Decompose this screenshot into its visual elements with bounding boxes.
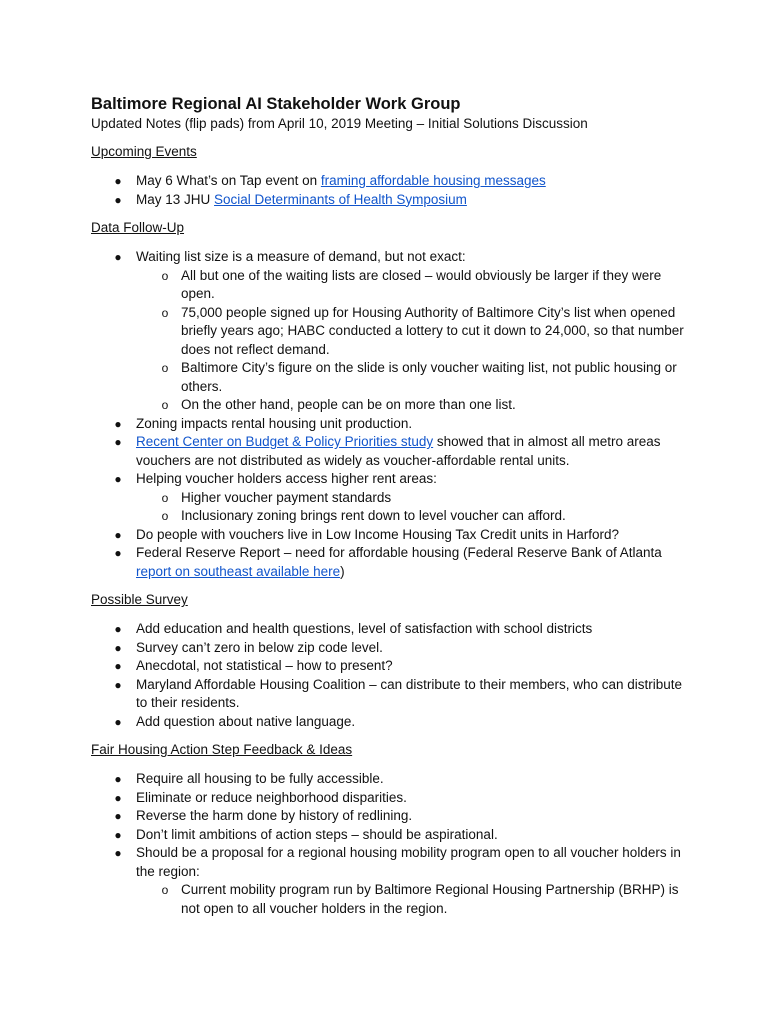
bullet-icon: ● <box>114 416 122 431</box>
bullet-icon: ● <box>114 622 122 636</box>
list-item <box>91 807 691 826</box>
list-item <box>91 248 691 415</box>
section-heading-fair-housing: Fair Housing Action Step Feedback & Ideas <box>91 742 353 757</box>
list-item <box>91 657 691 676</box>
list-item <box>91 826 691 845</box>
data-follow-up-list <box>91 248 691 581</box>
southeast-report-link[interactable]: report on southeast available here <box>136 563 341 579</box>
sub-list-item <box>136 507 691 526</box>
sub-list <box>136 881 691 918</box>
document-body <box>91 94 691 918</box>
bullet-icon: ● <box>114 250 122 264</box>
sub-list-item <box>136 489 691 508</box>
sub-list-item <box>136 267 691 304</box>
list-item <box>91 713 691 732</box>
list-item <box>91 172 691 191</box>
sub-bullet-icon: o <box>161 268 169 283</box>
list-item <box>91 639 691 658</box>
list-item-text: Eliminate or reduce neighborhood disparities. <box>136 789 407 805</box>
symposium-link[interactable]: Social Determinants of Health Symposium <box>214 191 467 207</box>
list-item <box>91 526 691 545</box>
sub-list <box>136 489 691 526</box>
sub-list-item <box>136 359 691 396</box>
list-item-text: Reverse the harm done by history of redlining. <box>136 808 413 823</box>
sub-list-item-text: Inclusionary zoning brings rent down to level voucher can afford. <box>181 508 566 523</box>
bullet-icon: ● <box>114 174 122 188</box>
sub-list-item <box>136 881 691 918</box>
cbpp-study-link[interactable]: Recent Center on Budget & Policy Priorities study <box>136 434 434 449</box>
bullet-icon: ● <box>114 772 122 786</box>
list-item <box>91 620 691 639</box>
list-item-text: May 6 What’s on Tap event on <box>136 173 321 188</box>
list-item-text: Helping voucher holders access higher rent areas: <box>136 471 437 486</box>
bullet-icon: ● <box>114 435 122 449</box>
sub-list-item <box>136 304 691 360</box>
sub-bullet-icon: o <box>161 883 169 897</box>
sub-list-item-text: Higher voucher payment standards <box>181 489 392 505</box>
sub-list-item-text: All but one of the waiting lists are closed – would obviously be larger if they were open. <box>181 267 662 301</box>
bullet-icon: ● <box>114 677 122 692</box>
bullet-icon: ● <box>114 846 122 860</box>
framing-messages-link[interactable]: framing affordable housing messages <box>320 173 546 188</box>
list-item-text: Don’t limit ambitions of action steps – should be aspirational. <box>136 826 498 842</box>
list-item-text: Should be a proposal for a regional housing mobility program open to all voucher holders in the region: <box>136 845 681 879</box>
bullet-icon: ● <box>114 809 122 823</box>
sub-list-item <box>136 396 691 415</box>
bullet-icon: ● <box>114 527 122 542</box>
bullet-icon: ● <box>114 714 122 729</box>
bullet-icon: ● <box>114 192 122 207</box>
sub-bullet-icon: o <box>161 490 169 505</box>
list-item <box>91 470 691 526</box>
section-heading-possible-survey: Possible Survey <box>91 592 188 607</box>
list-item-text: showed that in almost all metro areas vouchers are not distributed as widely as voucher-affordable rental units. <box>136 434 661 468</box>
sub-list-item-text: On the other hand, people can be on more than one list. <box>181 397 516 412</box>
document-title: Baltimore Regional AI Stakeholder Work Group <box>91 95 461 113</box>
sub-bullet-icon: o <box>161 509 169 523</box>
sub-list-item-text: Current mobility program run by Baltimore Regional Housing Partnership (BRHP) is not open to all voucher holders in the region. <box>181 882 679 916</box>
list-item-text: Require all housing to be fully accessible. <box>136 771 384 786</box>
list-item-text: Survey can’t zero in below zip code level. <box>136 639 383 655</box>
bullet-icon: ● <box>114 640 122 655</box>
document-subtitle: Updated Notes (flip pads) from April 10, 2019 Meeting – Initial Solutions Discussion <box>91 116 588 131</box>
list-item <box>91 789 691 808</box>
sub-bullet-icon: o <box>161 361 169 375</box>
list-item-text: Waiting list size is a measure of demand, but not exact: <box>136 249 466 264</box>
list-item <box>91 433 691 470</box>
list-item-text: Federal Reserve Report – need for affordable housing (Federal Reserve Bank of Atlanta <box>136 545 662 560</box>
list-item-text: Zoning impacts rental housing unit production. <box>136 415 413 431</box>
list-item <box>91 415 691 434</box>
bullet-icon: ● <box>114 827 122 842</box>
list-item-text: Add education and health questions, level of satisfaction with school districts <box>136 621 593 636</box>
bullet-icon: ● <box>114 546 122 560</box>
sub-bullet-icon: o <box>161 398 169 412</box>
list-item <box>91 844 691 918</box>
sub-list-item-text: Baltimore City’s figure on the slide is only voucher waiting list, not public housing or others. <box>181 360 677 394</box>
bullet-icon: ● <box>114 472 122 486</box>
sub-list <box>136 267 691 415</box>
sub-bullet-icon: o <box>161 305 169 320</box>
possible-survey-list <box>91 620 691 731</box>
list-item <box>91 544 691 581</box>
list-item <box>91 770 691 789</box>
sub-list-item-text: 75,000 people signed up for Housing Authority of Baltimore City’s list when opened briefly years ago; HABC conducted a lottery to cut it down to 24,000, so that number does not reflect demand. <box>181 304 684 357</box>
fair-housing-list <box>91 770 691 918</box>
section-heading-data-follow-up: Data Follow-Up <box>91 220 185 235</box>
list-item-text: May 13 JHU <box>136 191 215 207</box>
list-item-text: Do people with vouchers live in Low Income Housing Tax Credit units in Harford? <box>136 526 619 542</box>
bullet-icon: ● <box>114 790 122 805</box>
list-item-text: Maryland Affordable Housing Coalition – can distribute to their members, who can distribute to their residents. <box>136 676 683 710</box>
bullet-icon: ● <box>114 659 122 673</box>
section-heading-upcoming-events: Upcoming Events <box>91 144 197 159</box>
list-item-text: Add question about native language. <box>136 713 356 729</box>
list-item-text: Anecdotal, not statistical – how to present? <box>136 658 393 673</box>
list-item <box>91 191 691 210</box>
upcoming-events-list <box>91 172 691 209</box>
list-item-text-end: ) <box>340 563 345 579</box>
list-item <box>91 676 691 713</box>
